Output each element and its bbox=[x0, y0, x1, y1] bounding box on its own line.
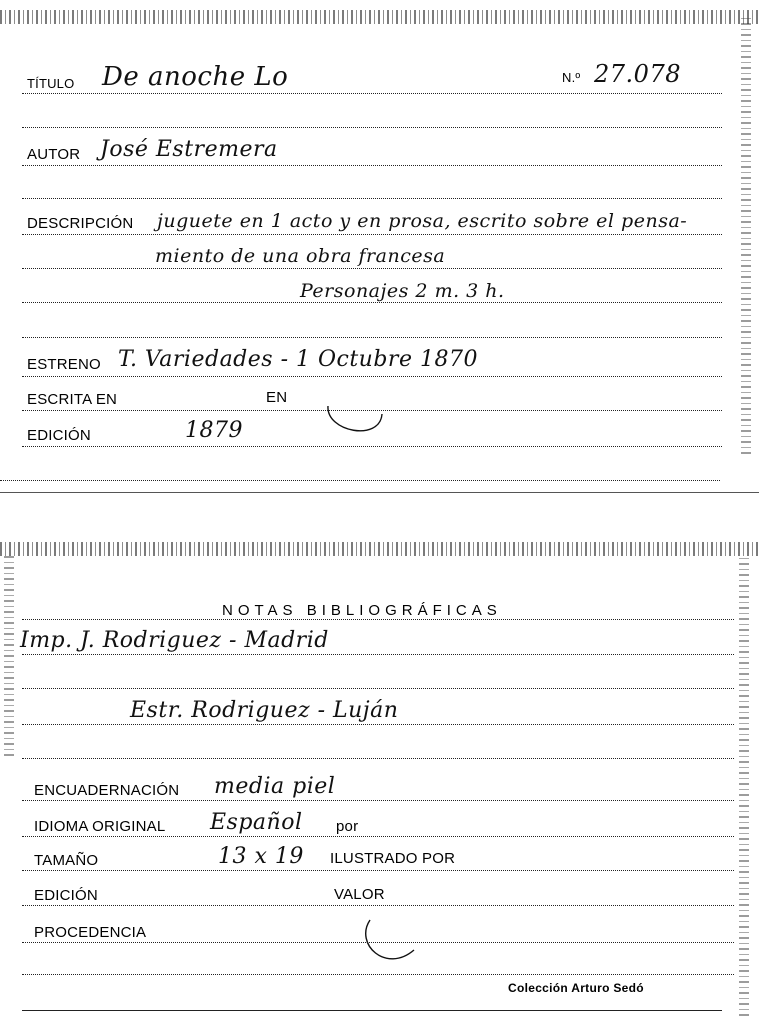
en-label: EN bbox=[266, 389, 288, 406]
autor-label: AUTOR bbox=[27, 146, 81, 163]
estreno-label: ESTRENO bbox=[27, 356, 101, 373]
blank-rule-3 bbox=[22, 337, 722, 338]
estreno-value: T. Variedades - 1 Octubre 1870 bbox=[118, 347, 478, 372]
por-label: por bbox=[336, 818, 359, 835]
idioma-value: Español bbox=[210, 810, 303, 835]
notes-line-1: Imp. J. Rodriguez - Madrid bbox=[20, 628, 329, 653]
tamano-rule bbox=[22, 870, 734, 871]
estreno-rule bbox=[22, 376, 722, 377]
coleccion-credit: Colección Arturo Sedó bbox=[508, 981, 644, 995]
blank-rule-4 bbox=[22, 974, 734, 975]
idioma-rule bbox=[22, 836, 734, 837]
descripcion-line-1: juguete en 1 acto y en prosa, escrito sobre el pensa- bbox=[157, 210, 688, 232]
notes-rule-5 bbox=[22, 758, 734, 759]
numero-label: N.º bbox=[562, 70, 581, 85]
edicion-2-rule bbox=[22, 905, 734, 906]
descripcion-rule-1 bbox=[22, 234, 722, 235]
catalog-card-1 bbox=[0, 0, 759, 495]
card-2-bottom-rule bbox=[22, 1010, 722, 1011]
descripcion-rule-3 bbox=[22, 302, 722, 303]
valor-label: VALOR bbox=[334, 886, 385, 903]
card-1-top-edge bbox=[0, 10, 759, 24]
numero-value: 27.078 bbox=[594, 60, 681, 88]
encuadernacion-rule bbox=[22, 800, 734, 801]
ilustrado-label: ILUSTRADO POR bbox=[330, 850, 456, 867]
escrita-label: ESCRITA EN bbox=[27, 391, 118, 408]
descripcion-rule-2 bbox=[22, 268, 722, 269]
catalog-card-2 bbox=[0, 530, 759, 1028]
notas-heading: NOTAS BIBLIOGRÁFICAS bbox=[222, 602, 502, 619]
card-1-right-edge bbox=[741, 14, 751, 454]
descripcion-line-2: miento de una obra francesa bbox=[155, 245, 446, 267]
notes-rule-3 bbox=[22, 688, 734, 689]
descripcion-label: DESCRIPCIÓN bbox=[27, 215, 134, 232]
card-2-top-edge bbox=[0, 542, 759, 556]
notes-rule-2 bbox=[22, 654, 734, 655]
descripcion-line-3: Personajes 2 m. 3 h. bbox=[300, 280, 505, 302]
scan-divider bbox=[0, 492, 759, 493]
edicion-label: EDICIÓN bbox=[27, 427, 91, 444]
idioma-label: IDIOMA ORIGINAL bbox=[34, 818, 166, 835]
tamano-label: TAMAÑO bbox=[34, 852, 99, 869]
autor-value: José Estremera bbox=[100, 137, 278, 162]
blank-rule-2 bbox=[22, 198, 722, 199]
titulo-rule bbox=[22, 93, 722, 94]
edicion-rule bbox=[22, 446, 722, 447]
procedencia-label: PROCEDENCIA bbox=[34, 924, 147, 941]
titulo-value: De anoche Lo bbox=[102, 62, 289, 92]
blank-rule-1 bbox=[22, 127, 722, 128]
edicion-value: 1879 bbox=[185, 418, 243, 443]
titulo-label: TÍTULO bbox=[27, 76, 75, 91]
autor-rule bbox=[22, 165, 722, 166]
card-1-bottom-rule bbox=[0, 480, 720, 481]
notes-rule-1 bbox=[22, 619, 734, 620]
card-2-right-edge bbox=[739, 556, 749, 1016]
notes-rule-4 bbox=[22, 724, 734, 725]
punch-hole-1 bbox=[322, 392, 392, 444]
tamano-value: 13 x 19 bbox=[218, 844, 304, 869]
encuadernacion-value: media piel bbox=[214, 774, 336, 799]
card-2-left-edge bbox=[4, 556, 14, 756]
encuadernacion-label: ENCUADERNACIÓN bbox=[34, 782, 180, 799]
notes-line-2: Estr. Rodriguez - Luján bbox=[130, 698, 399, 723]
edicion-2-label: EDICIÓN bbox=[34, 887, 98, 904]
punch-hole-2 bbox=[356, 914, 426, 974]
